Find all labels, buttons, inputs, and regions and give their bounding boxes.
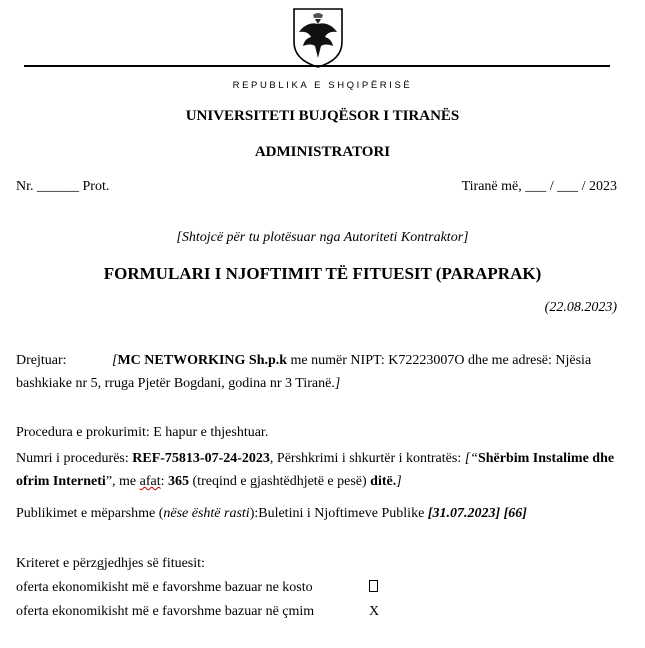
term-unit: ditë. bbox=[370, 474, 397, 489]
recipient-block bbox=[16, 349, 618, 395]
recipient-close-bracket: ] bbox=[334, 376, 341, 391]
criteria-option-checkbox bbox=[369, 576, 378, 599]
empty-box-icon bbox=[369, 580, 378, 592]
national-emblem bbox=[291, 6, 345, 69]
protocol-number: Nr. ______ Prot. bbox=[16, 179, 110, 194]
description-close: ”, me bbox=[105, 474, 140, 489]
recipient-details: me numër NIPT: K72223007O dhe me adresë: Njësia bashkiake nr 5, rruga Pjetër Bogdani, godina nr 3 Tiranë. bbox=[16, 353, 592, 391]
recipient-open-bracket: [ bbox=[112, 353, 118, 368]
contract-description: Shërbim Instalime dhe ofrim Interneti bbox=[16, 451, 615, 489]
criteria-option-mark: X bbox=[369, 604, 380, 619]
place-date: Tiranë më, ___ / ___ / 2023 bbox=[461, 179, 617, 194]
criteria-option-price bbox=[16, 600, 618, 623]
term-words: (treqind e gjashtëdhjetë e pesë) bbox=[189, 474, 371, 489]
institution-name: UNIVERSITETI BUJQËSOR I TIRANËS bbox=[185, 108, 460, 124]
republic-name: REPUBLIKA E SHQIPËRISË bbox=[232, 80, 413, 91]
recipient-label: Drejtuar: bbox=[16, 353, 67, 368]
procedure-number-label: Numri i procedurës: bbox=[16, 451, 133, 466]
term-end: ] bbox=[396, 474, 402, 489]
contract-description-label: , Përshkrimi i shkurtër i kontratës: bbox=[269, 451, 465, 466]
criteria-option-cost bbox=[16, 576, 618, 599]
publications-label-italic: nëse është rasti bbox=[163, 506, 250, 521]
term-word: afat bbox=[139, 474, 161, 489]
criteria-heading: Kriteret e përzgjedhjes së fituesit: bbox=[16, 556, 205, 571]
publications-value: [31.07.2023] [66] bbox=[427, 506, 527, 521]
publications-label-end: ):Buletini i Njoftimeve Publike bbox=[249, 506, 428, 521]
recipient-company: MC NETWORKING Sh.p.k bbox=[117, 353, 288, 368]
office-name: ADMINISTRATORI bbox=[254, 144, 391, 160]
form-title: FORMULARI I NJOFTIMIT TË FITUESIT (PARAPRAK) bbox=[103, 264, 542, 283]
procedure-details bbox=[16, 447, 618, 493]
letterhead-rule bbox=[24, 65, 610, 67]
criteria-option-label: oferta ekonomikisht më e favorshme bazuar ne kosto bbox=[16, 580, 313, 595]
eagle-crest-icon bbox=[291, 6, 345, 69]
procedure-type: Procedura e prokurimit: E hapur e thjeshtuar. bbox=[16, 425, 269, 440]
description-open: [“ bbox=[464, 451, 478, 466]
previous-publications bbox=[16, 502, 618, 525]
publications-label: Publikimet e mëparshme ( bbox=[16, 506, 164, 521]
term-colon: : bbox=[160, 474, 169, 489]
annex-note: [Shtojcë për tu plotësuar nga Autoriteti Kontraktor] bbox=[176, 230, 469, 245]
criteria-option-label: oferta ekonomikisht më e favorshme bazuar në çmim bbox=[16, 604, 315, 619]
procedure-number: REF-75813-07-24-2023 bbox=[132, 451, 270, 466]
form-date: (22.08.2023) bbox=[544, 300, 617, 315]
term-value: 365 bbox=[168, 474, 190, 489]
